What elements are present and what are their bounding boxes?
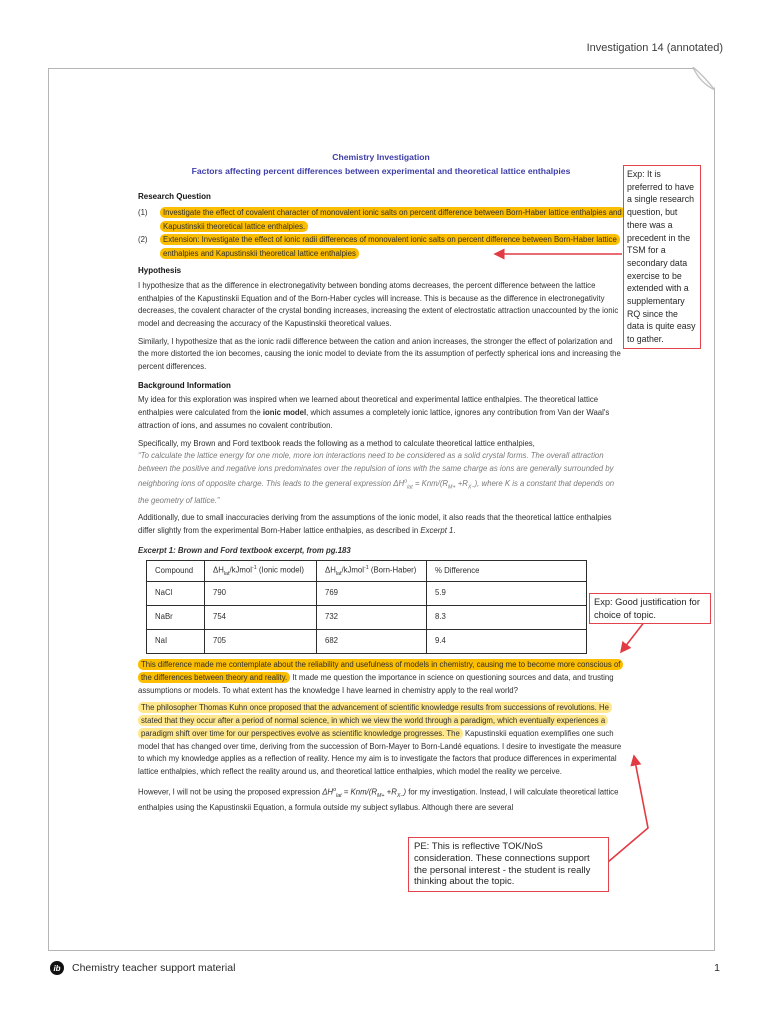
rq-item-2 <box>138 233 624 260</box>
document-page <box>48 68 715 951</box>
document-body <box>138 151 624 815</box>
reflection-paragraph-1: This difference made me contemplate about the reliability and usefulness of models in chemistry, causing me to become more conscious of the differences between theory and reality. It made me question the importance in science on questioning sources and data, and trusting assumptions or models. To what extent has the knowledge I have learned in chemistry apply to the real world? <box>138 659 624 697</box>
footer <box>48 960 720 978</box>
page-number: 1 <box>714 962 720 974</box>
col-header-compound: Compound <box>147 561 205 582</box>
hypothesis-paragraph-2: Similarly, I hypothesize that as the ionic radii difference between the cation and anion increases, the stronger the effect of polarization and the more distorted the ion becomes, causing the ionic model to deviate from the its assumption of perfectly spherical ions and increasing the percent differences. <box>138 336 621 372</box>
rq-item-text: Extension: Investigate the effect of ionic radii differences of monovalent ionic salts on percent difference between Born-Haber lattice enthalpies and Kapustinskii theoretical lattice enthalpies <box>160 233 624 260</box>
excerpt-caption: Excerpt 1: Brown and Ford textbook excerpt, from pg.183 <box>138 545 351 555</box>
table-row: NaI 705 682 9.4 <box>147 630 587 654</box>
rq-item-number: (1) <box>138 208 148 218</box>
table-row: NaBr 754 732 8.3 <box>147 606 587 630</box>
annotation-box-justification: Exp: Good justification for choice of topic. <box>589 593 711 624</box>
dogear-corner-icon <box>692 67 716 91</box>
rq-item-1 <box>138 206 624 233</box>
col-header-born-haber: $\Delta H_{lat}/kJmol^{-1}$ (Born-Haber) <box>317 561 427 582</box>
header-label: Investigation 14 (annotated) <box>586 42 723 54</box>
col-header-ionic-model: $\Delta H_{lat}/kJmol^{-1}$ (Ionic model) <box>205 561 317 582</box>
background-paragraph-3: Additionally, due to small inaccuracies deriving from the assumptions of the ionic model, it also reads that the theoretical lattice enthalpies differ slightly from the experimental Born-Haber lattice enthalpies, as described in Excerpt 1. <box>138 513 612 535</box>
rq-item-number: (2) <box>138 235 148 245</box>
hypothesis-paragraph-1: I hypothesize that as the difference in electronegativity between bonding atoms decreases, the percent difference between the lattice enthalpies of the Kapustinskii Equation and of the Born-Haber cycles will increase. This is because as the difference in electronegativity decreases, the covalent character of the crystal bonding increases, increasing the extent of electrostatic attraction unaccounted by the ionic model and decreasing the accuracy of the Kapustinskii theoretical values. <box>138 280 619 328</box>
background-paragraph-2: Specifically, my Brown and Ford textbook reads the following as a method to calculate theoretical lattice enthalpies, “To calculate the lattice energy for one mole, more ion interactions need to be considered as a solid crystal forms. The overall attraction between the positive and negative ions predominates over the repulsion of ions with the same charge as ions are generally surrounded by neighboring ions of opposite charge. This leads to the general expression $\Delta H^o_{lat} = Knm/(R_{M+} +R_{X-})$, where K is a constant that depends on the geometry of lattice.” <box>138 438 615 505</box>
footer-label: Chemistry teacher support material <box>72 962 236 974</box>
section-heading-research-question: Research Question <box>138 192 211 202</box>
section-heading-hypothesis: Hypothesis <box>138 266 182 276</box>
doc-title: Chemistry Investigation <box>332 152 430 162</box>
annotation-box-research-question: Exp: It is preferred to have a single research question, but there was a precedent in the TSM for a secondary data exercise to be extended with a supplementary RQ since the data is quite easy to gather. <box>623 165 701 349</box>
reflection-paragraph-2: The philosopher Thomas Kuhn once proposed that the advancement of scientific knowledge results from successions of revolutions. He stated that they occur after a period of normal science, in which we view the world through a paradigm, which eventually experiences a paradigm shift over time for our perspectives evolve as scientific knowledge progresses. The Kapustinskii equation exemplifies one such model that has changed over time, deriving from the succession of Born-Mayer to Born-Landé equations. I desire to investigate the measure to which my knowledge applies as a reflection of reality. Hence my aim is to investigate the factors that produce differences in experimental lattice enthalpies, which reflect the reality around us, and theoretical lattice enthalpies, which model the reality we perceive. <box>138 703 622 776</box>
research-question-list <box>138 206 624 260</box>
col-header-percent-difference: % Difference <box>427 561 587 582</box>
annotation-box-personal-engagement: PE: This is reflective TOK/NoS consideration. These connections support the personal interest - the student is really thinking about the topic. <box>408 837 609 892</box>
section-heading-background: Background Information <box>138 380 231 390</box>
table-header-row <box>147 561 587 582</box>
background-paragraph-1: My idea for this exploration was inspired when we learned about theoretical and experimental lattice enthalpies. The theoretical lattice enthalpies were calculated from the ionic model, which assumes a completely ionic lattice, ignores any contribution from Van der Waal's attraction of ions, and assumes no covalent contribution. <box>138 395 610 430</box>
textbook-quote: “To calculate the lattice energy for one mole, more ion interactions need to be considered as a solid crystal forms. The overall attraction between the positive and negative ions predominates over the repulsion of ions with the same charge as ions are generally surrounded by neighboring ions of opposite charge. This leads to the general expression $\Delta H^o_{lat} = Knm/(R_{M+} +R_{X-})$, where K is a constant that depends on the geometry of lattice.” <box>138 451 615 505</box>
closing-paragraph: However, I will not be using the proposed expression $\Delta H^o_{lat} = Knm/(R_{M+} +R_{X-})$ for my investigation. Instead, I will calculate theoretical lattice enthalpies using the Kapustinskii Equation, a formula outside my subject syllabus. Although there are several <box>138 786 619 813</box>
excerpt-table <box>146 560 587 654</box>
ib-logo-icon: ib <box>50 961 64 975</box>
rq-item-text: Investigate the effect of covalent character of monovalent ionic salts on percent difference between Born-Haber lattice enthalpies and Kapustinskii theoretical lattice enthalpies. <box>160 206 624 233</box>
table-row: NaCl 790 769 5.9 <box>147 582 587 606</box>
doc-subtitle: Factors affecting percent differences between experimental and theoretical lattice enthalpies <box>191 165 571 176</box>
